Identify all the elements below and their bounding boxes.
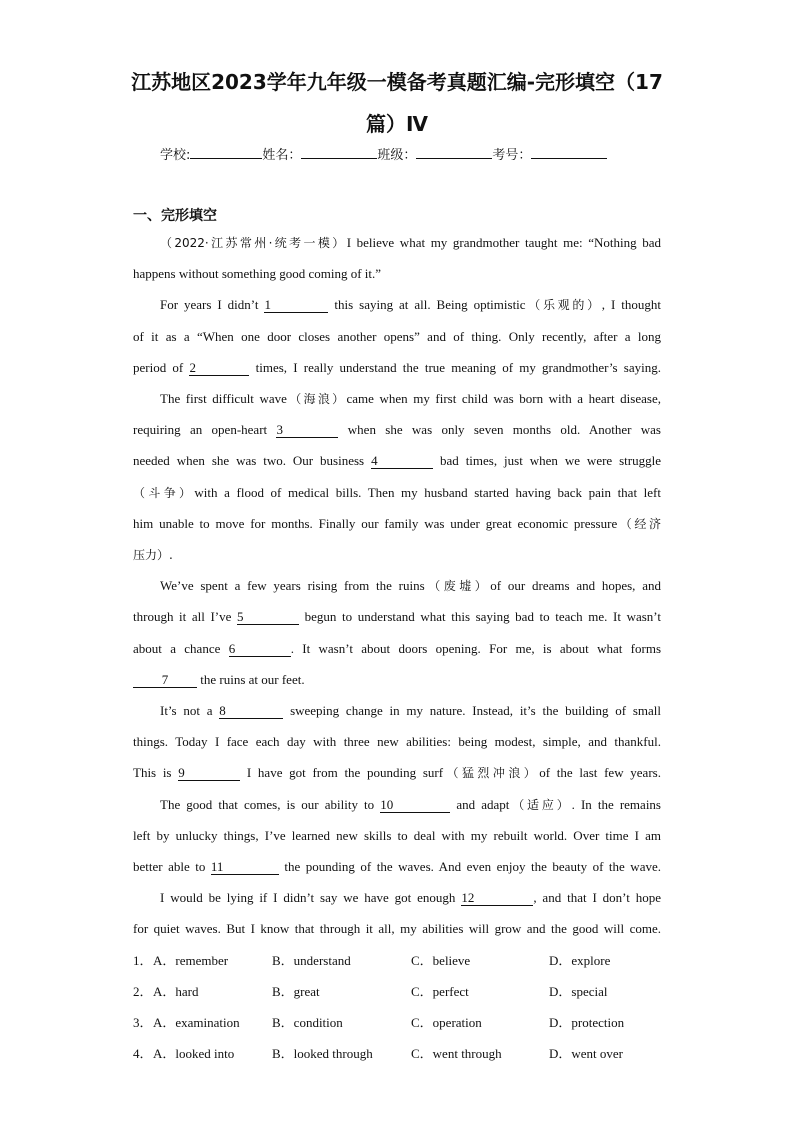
option-a[interactable]: A．examination	[153, 1015, 240, 1030]
option-a[interactable]: A．remember	[153, 953, 229, 968]
passage-line: things. Today I face each day with three new abilities: being modest, simple, and thankful.	[133, 734, 661, 749]
blank-6[interactable]: 6	[229, 641, 291, 657]
blank-1[interactable]: 1	[264, 297, 328, 313]
option-c[interactable]: C．believe	[411, 953, 471, 968]
passage-line: requiring an open-heart 3 when she was only seven months old. Another was	[133, 422, 661, 437]
passage-line: left by unlucky things, I’ve learned new skills to deal with my rebuilt world. Over time I am	[133, 828, 661, 843]
option-b[interactable]: B．looked through	[272, 1046, 373, 1061]
name-field[interactable]	[301, 145, 377, 159]
passage-line: The first difficult wave（海浪）came when my first child was born with a heart disease,	[160, 391, 661, 406]
option-d[interactable]: D．explore	[549, 953, 611, 968]
school-label: 学校:	[160, 148, 191, 163]
question-number: 2．	[133, 984, 153, 999]
passage-line: It’s not a 8 sweeping change in my nature. Instead, it’s the building of small	[160, 703, 661, 718]
school-field[interactable]	[190, 145, 262, 159]
option-d[interactable]: D．protection	[549, 1015, 625, 1030]
passage-line: period of 2 times, I really understand the true meaning of my grandmother’s saying.	[133, 360, 661, 375]
blank-12[interactable]: 12	[461, 890, 533, 906]
blank-10[interactable]: 10	[380, 797, 450, 813]
blank-2[interactable]: 2	[189, 360, 249, 376]
blank-9[interactable]: 9	[178, 765, 240, 781]
option-b[interactable]: B．condition	[272, 1015, 343, 1030]
passage-line: through it all I’ve 5 begun to understand what this saying bad to teach me. It wasn’t	[133, 609, 661, 624]
blank-3[interactable]: 3	[276, 422, 338, 438]
passage-line: 7 the ruins at our feet.	[133, 671, 661, 689]
passage-line: for quiet waves. But I know that through it all, my abilities will grow and the good will come.	[133, 921, 661, 936]
exam-no-field[interactable]	[531, 145, 607, 159]
option-d[interactable]: D．went over	[549, 1046, 624, 1061]
passage-line: about a chance 6 . It wasn’t about doors opening. For me, is about what forms	[133, 641, 662, 656]
passage-line: needed when she was two. Our business 4 bad times, just when we were struggle	[133, 453, 661, 468]
document-title-line2: 篇）Ⅳ	[366, 112, 428, 136]
exam-no-label: 考号：	[492, 148, 532, 163]
blank-5[interactable]: 5	[237, 609, 299, 625]
option-a[interactable]: A．looked into	[153, 1046, 235, 1061]
student-info-row	[160, 145, 640, 165]
passage-line: happens without something good coming of it.”	[133, 266, 382, 281]
blank-8[interactable]: 8	[219, 703, 283, 719]
passage-line: The good that comes, is our ability to 10 and adapt（适应）. In the remains	[160, 797, 661, 812]
passage-line: 压力）.	[133, 548, 173, 562]
passage-line: （2022·江苏常州·统考一模）I believe what my grandmother taught me: “Nothing bad	[160, 235, 661, 250]
option-b[interactable]: B．great	[272, 984, 320, 999]
section-title: 一、完形填空	[133, 208, 217, 224]
passage-line: For years I didn’t 1 this saying at all. Being optimistic（乐观的）, I thought	[160, 297, 662, 312]
blank-7[interactable]: 7	[133, 672, 197, 688]
name-label: 姓名：	[262, 148, 302, 163]
option-c[interactable]: C．operation	[411, 1015, 482, 1030]
question-number: 1．	[133, 953, 153, 968]
class-label: 班级：	[377, 148, 417, 163]
option-c[interactable]: C．went through	[411, 1046, 502, 1061]
blank-4[interactable]: 4	[371, 453, 433, 469]
passage-line: better able to 11 the pounding of the waves. And even enjoy the beauty of the wave.	[133, 859, 661, 874]
passage-line: We’ve spent a few years rising from the ruins（废墟）of our dreams and hopes, and	[160, 578, 661, 593]
passage-line: This is 9 I have got from the pounding surf（猛烈冲浪）of the last few years.	[133, 765, 661, 780]
document-title-line1: 江苏地区2023学年九年级一模备考真题汇编-完形填空（17	[131, 70, 663, 94]
question-number: 3．	[133, 1015, 153, 1030]
blank-11[interactable]: 11	[211, 859, 279, 875]
passage-line: of it as a “When one door closes another opens” and of thing. Only recently, after a long	[133, 329, 661, 344]
option-d[interactable]: D．special	[549, 984, 608, 999]
option-b[interactable]: B．understand	[272, 953, 351, 968]
option-c[interactable]: C．perfect	[411, 984, 469, 999]
question-number: 4．	[133, 1046, 153, 1061]
class-field[interactable]	[416, 145, 492, 159]
passage-line: （斗争）with a flood of medical bills. Then my husband started having back pain that left	[133, 485, 661, 500]
passage-line: him unable to move for months. Finally our family was under great economic pressure（经济	[133, 516, 661, 531]
passage-line: I would be lying if I didn’t say we have got enough 12 , and that I don’t hope	[160, 890, 661, 905]
option-a[interactable]: A．hard	[153, 984, 199, 999]
